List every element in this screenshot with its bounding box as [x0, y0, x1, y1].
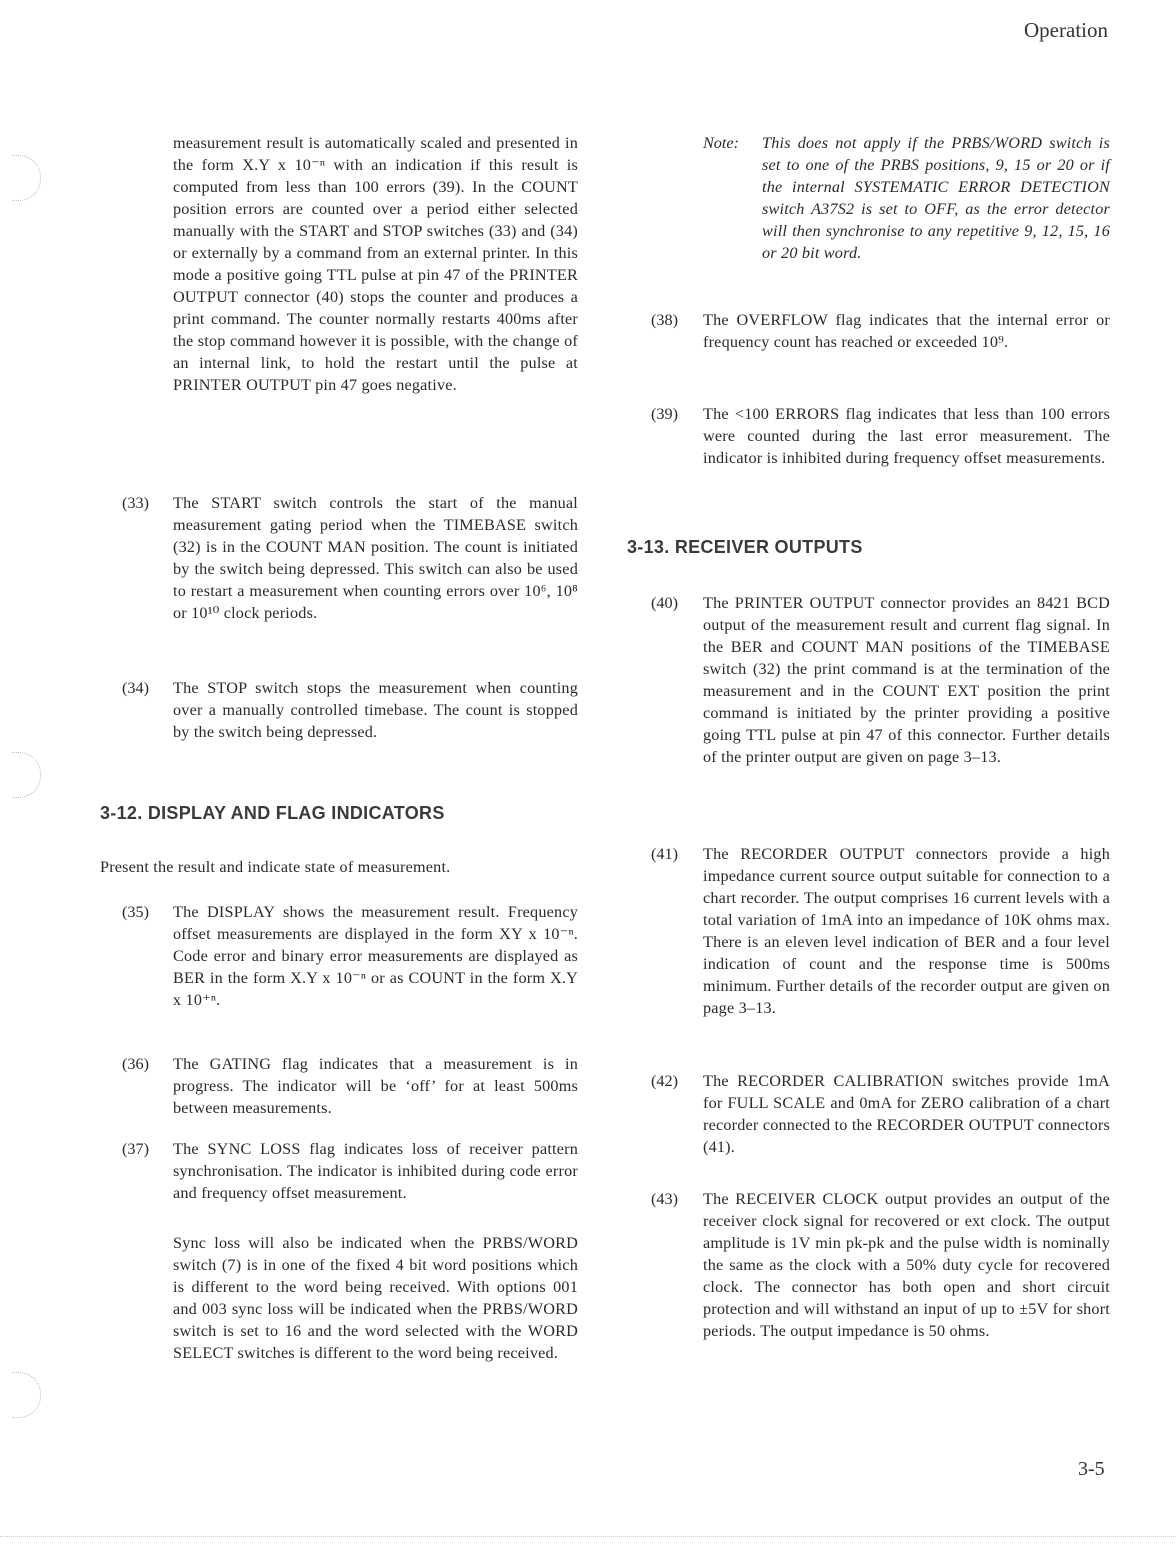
item-number: (42): [651, 1072, 678, 1090]
section-heading: 3-12. DISPLAY AND FLAG INDICATORS: [100, 803, 445, 823]
item-text: The START switch controls the start of the manual measurement gating period when the TIMEBASE switch (32) is in the COUNT MAN position. The count is initiated by the switch being depressed. This switch can also be used to restart a measurement when counting errors over 10⁶, 10⁸ or 10¹⁰ clock periods.: [173, 494, 578, 622]
item-text-continued: Sync loss will also be indicated when the PRBS/WORD switch (7) is in one of the fixed 4 bit word positions which is different to the word being received. With options 001 and 003 sync loss will be indicated when the PRBS/WORD switch is set to 16 and the word selected with the WORD SELECT switches is different to the word being received.: [173, 1234, 578, 1362]
item-text: The RECEIVER CLOCK output provides an output of the receiver clock signal for recovered or ext clock. The output amplitude is 1V min pk-pk and the pulse width is nominally the same as the clock with a 50% duty cycle for recovered clock. The connector has both open and short circuit protection and will withstand an input of up to ±5V for short periods. The output impedance is 50 ohms.: [703, 1190, 1110, 1340]
item-number: (38): [651, 311, 678, 329]
item-text: The OVERFLOW flag indicates that the internal error or frequency count has reached or exceeded 10⁹.: [703, 311, 1110, 351]
item-text: The SYNC LOSS flag indicates loss of receiver pattern synchronisation. The indicator is inhibited during code error and frequency offset measurement.: [173, 1140, 578, 1202]
item-text: The DISPLAY shows the measurement result. Frequency offset measurements are displayed in the form XY x 10⁻ⁿ. Code error and binary error measurements are displayed as BER in the form X.Y x 10⁻ⁿ or as COUNT in the form X.Y x 10⁺ⁿ.: [173, 903, 578, 1009]
section-intro: Present the result and indicate state of measurement.: [100, 858, 451, 876]
item-text: The RECORDER CALIBRATION switches provide 1mA for FULL SCALE and 0mA for ZERO calibration of a chart recorder connected to the RECORDER OUTPUT connectors (41).: [703, 1072, 1110, 1156]
note-label: Note:: [703, 134, 739, 152]
page-edge: [0, 1536, 1176, 1537]
item-text: The <100 ERRORS flag indicates that less than 100 errors were counted during the last error measurement. The indicator is inhibited during frequency offset measurements.: [703, 405, 1110, 467]
running-header: Operation: [1024, 18, 1108, 42]
binder-hole-mark: [12, 155, 41, 201]
item-number: (37): [122, 1140, 149, 1158]
item-text: The STOP switch stops the measurement when counting over a manually controlled timebase. The count is stopped by the switch being depressed.: [173, 679, 578, 741]
section-heading: 3-13. RECEIVER OUTPUTS: [627, 537, 863, 557]
binder-hole-mark: [12, 752, 41, 798]
item-text: The RECORDER OUTPUT connectors provide a high impedance current source output suitable for connection to a chart recorder. The output comprises 16 current levels with a total variation of 1mA into an impedance of 10K ohms max. There is an eleven level indication of BER and a four level indication of count and the response time is 500ms minimum. Further details of the recorder output are given on page 3–13.: [703, 845, 1110, 1017]
item-number: (33): [122, 494, 149, 512]
item-text: The PRINTER OUTPUT connector provides an 8421 BCD output of the measurement result and current flag signal. In the BER and COUNT MAN positions of the TIMEBASE switch (32) the print command is at the termination of the measurement and in the COUNT EXT position the print command is initiated by the printer providing a positive going TTL pulse at pin 47 of this connector. Further details of the printer output are given on page 3–13.: [703, 594, 1110, 766]
note-text: This does not apply if the PRBS/WORD switch is set to one of the PRBS positions, 9, 15 or 20 or if the internal SYSTEMATIC ERROR DETECTION switch A37S2 is set to OFF, as the error detector will then synchronise to any repetitive 9, 12, 15, 16 or 20 bit word.: [762, 134, 1110, 262]
item-number: (40): [651, 594, 678, 612]
item-number: (41): [651, 845, 678, 863]
item-number: (34): [122, 679, 149, 697]
item-number: (35): [122, 903, 149, 921]
intro-paragraph: measurement result is automatically scaled and presented in the form X.Y x 10⁻ⁿ with an indication if this result is computed from less than 100 errors (39). In the COUNT position errors are counted over a period either selected manually with the START and STOP switches (33) and (34) or externally by a command from an external printer. In this mode a positive going TTL pulse at pin 47 of the PRINTER OUTPUT connector (40) stops the counter and produces a print command. The counter normally restarts 400ms after the stop command however it is possible, with the change of an internal link, to hold the restart until the pulse at PRINTER OUTPUT pin 47 goes negative.: [173, 134, 578, 394]
binder-hole-mark: [12, 1372, 41, 1418]
item-number: (36): [122, 1055, 149, 1073]
item-number: (43): [651, 1190, 678, 1208]
item-text: The GATING flag indicates that a measurement is in progress. The indicator will be ‘off’ for at least 500ms between measurements.: [173, 1055, 578, 1117]
page-number: 3-5: [1078, 1458, 1105, 1480]
item-number: (39): [651, 405, 678, 423]
